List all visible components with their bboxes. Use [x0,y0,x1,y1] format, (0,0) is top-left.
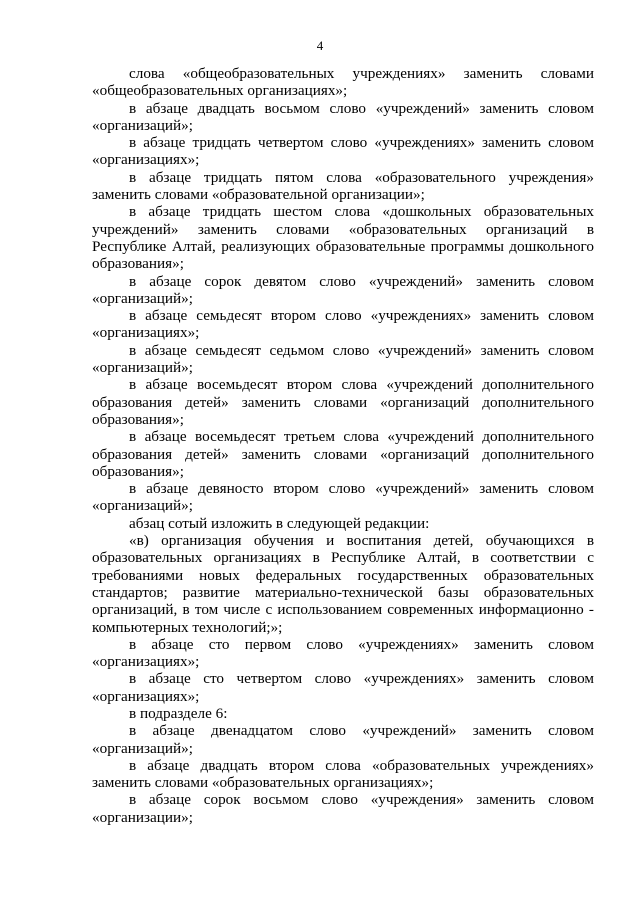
paragraph: в абзаце двадцать втором слова «образовательных учреждениях» заменить словами «образовательных организациях»; [92,756,594,792]
paragraph: в абзаце двадцать восьмом слово «учреждений» заменить словом «организаций»; [92,99,594,134]
paragraph: в абзаце сорок восьмом слово «учреждения» заменить словом «организации»; [92,791,594,826]
paragraph: в подразделе 6: [129,704,228,722]
page-number: 4 [316,38,324,53]
paragraph: в абзаце семьдесят втором слово «учреждениях» заменить словом «организациях»; [92,307,594,342]
paragraph: в абзаце тридцать шестом слова «дошкольных образовательных учреждений» заменить словами «образовательных организаций в Республике Алтай, реализующих образовательные программы дошкольного образования»; [92,203,594,273]
paragraph: в абзаце сто четвертом слово «учреждениях» заменить словом «организациях»; [92,670,594,705]
paragraph: абзац сотый изложить в следующей редакции: [129,514,430,532]
paragraph: в абзаце восемьдесят третьем слова «учреждений дополнительного образования детей» заменить словами «организаций дополнительного образования»; [92,428,594,480]
paragraph: слова «общеобразовательных учреждениях» заменить словами «общеобразовательных организациях»; [92,65,594,100]
paragraph: в абзаце тридцать пятом слова «образовательного учреждения» заменить словами «образовательной организации»; [92,168,594,204]
paragraph: в абзаце сорок девятом слово «учреждений» заменить словом «организаций»; [92,272,594,307]
paragraph: в абзаце девяносто втором слово «учреждений» заменить словом «организаций»; [92,480,594,515]
document-body [92,65,594,826]
paragraph: в абзаце двенадцатом слово «учреждений» заменить словом «организаций»; [92,722,594,757]
paragraph: «в) организация обучения и воспитания детей, обучающихся в образовательных организациях в Республике Алтай, в соответствии с требованиями новых федеральных государственных образовательных стандартов; развитие материально-технической базы образовательных организаций, в том числе с использованием современных информационно - компьютерных технологий;»; [92,532,594,636]
paragraph: в абзаце сто первом слово «учреждениях» заменить словом «организациях»; [92,635,594,671]
paragraph: в абзаце тридцать четвертом слово «учреждениях» заменить словом «организациях»; [92,134,594,169]
paragraph: в абзаце семьдесят седьмом слово «учреждений» заменить словом «организаций»; [92,341,594,377]
paragraph: в абзаце восемьдесят втором слова «учреждений дополнительного образования детей» заменить словами «организаций дополнительного образования»; [92,376,594,428]
